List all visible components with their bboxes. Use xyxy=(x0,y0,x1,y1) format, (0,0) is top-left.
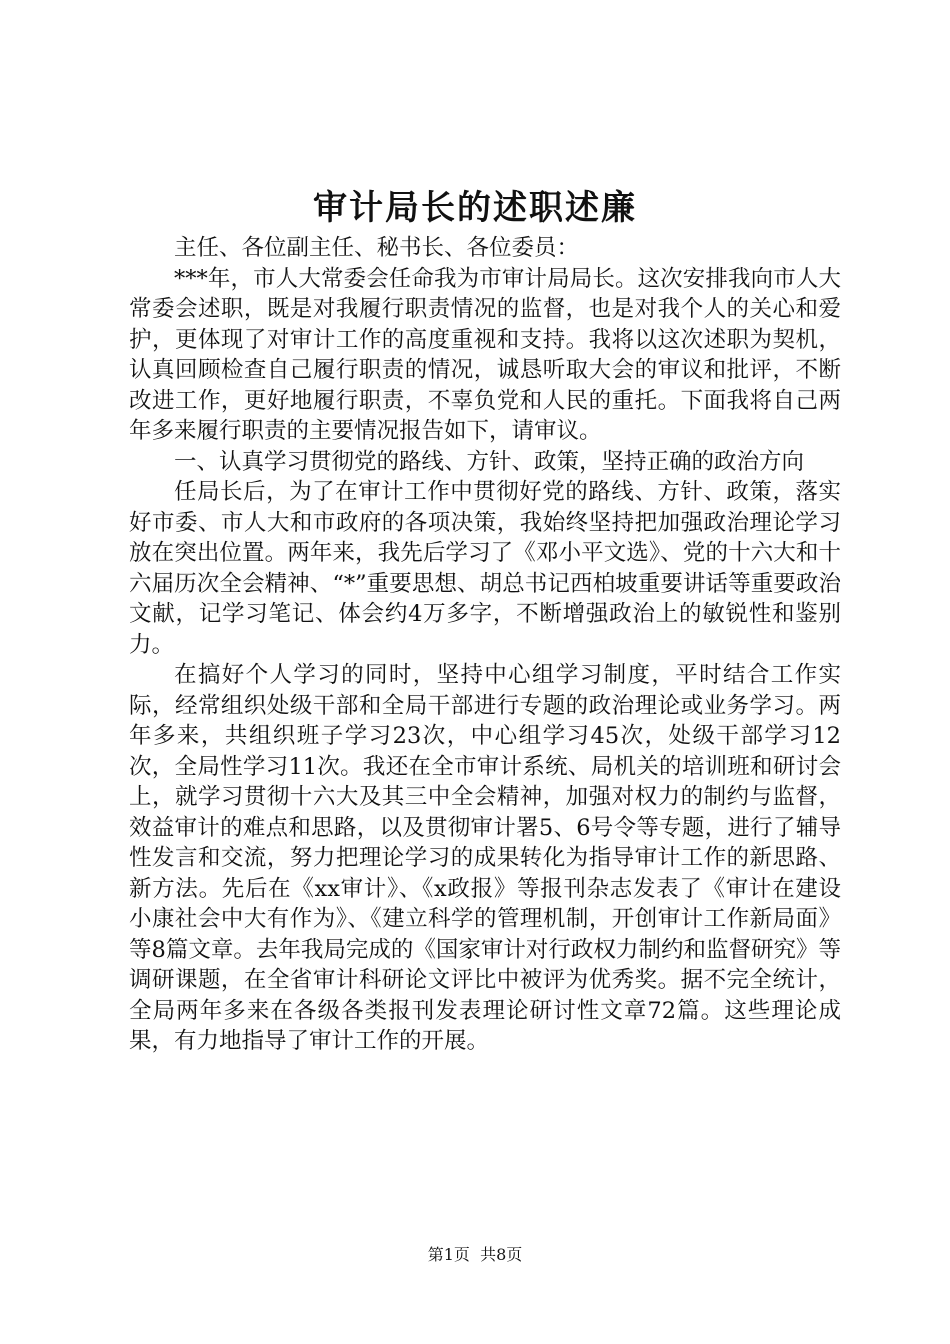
salutation-paragraph: 主任、各位副主任、秘书长、各位委员： xyxy=(174,235,580,261)
body-paragraph: 任局长后，为了在审计工作中贯彻好党的路线、方针、政策，落实好市委、市人大和市政府的各项决策，我始终坚持把加强政治理论学习放在突出位置。两年来，我先后学习了《邓小平文选》、党的十六大和十六届历次全会精神、“*”重要思想、胡总书记西柏坡重要讲话等重要政治文献，记学习笔记、体会约4万多字，不断增强政治上的敏锐性和鉴别力。 xyxy=(129,479,841,658)
section-heading-1: 一、认真学习贯彻党的路线、方针、政策，坚持正确的政治方向 xyxy=(174,448,805,475)
page-footer xyxy=(0,1244,950,1266)
intro-paragraph: ***年，市人大常委会任命我为市审计局局长。这次安排我向市人大常委会述职，既是对我履行职责情况的监督，也是对我个人的关心和爱护，更体现了对审计工作的高度重视和支持。我将以这次述职为契机，认真回顾检查自己履行职责的情况，诚恳听取大会的审议和批评，不断改进工作，更好地履行职责，不辜负党和人民的重托。下面我将自己两年多来履行职责的主要情况报告如下，请审议。 xyxy=(129,265,841,444)
page-number: 第1页 xyxy=(427,1245,470,1264)
document-title: 审计局长的述职述廉 xyxy=(313,188,637,228)
page-total: 共8页 xyxy=(480,1245,523,1264)
body-paragraph: 在搞好个人学习的同时，坚持中心组学习制度，平时结合工作实际，经常组织处级干部和全局干部进行专题的政治理论或业务学习。两年多来，共组织班子学习23次，中心组学习45次，处级干部学习12次，全局性学习11次。我还在全市审计系统、局机关的培训班和研讨会上，就学习贯彻十六大及其三中全会精神，加强对权力的制约与监督，效益审计的难点和思路，以及贯彻审计署5、6号令等专题，进行了辅导性发言和交流，努力把理论学习的成果转化为指导审计工作的新思路、新方法。先后在《xx审计》、《x政报》等报刊杂志发表了《审计在建设小康社会中大有作为》、《建立科学的管理机制，开创审计工作新局面》等8篇文章。去年我局完成的《国家审计对行政权力制约和监督研究》等调研课题，在全省审计科研论文评比中被评为优秀奖。据不完全统计，全局两年多来在各级各类报刊发表理论研讨性文章72篇。这些理论成果，有力地指导了审计工作的开展。 xyxy=(129,662,841,1054)
document-body xyxy=(129,233,841,1057)
